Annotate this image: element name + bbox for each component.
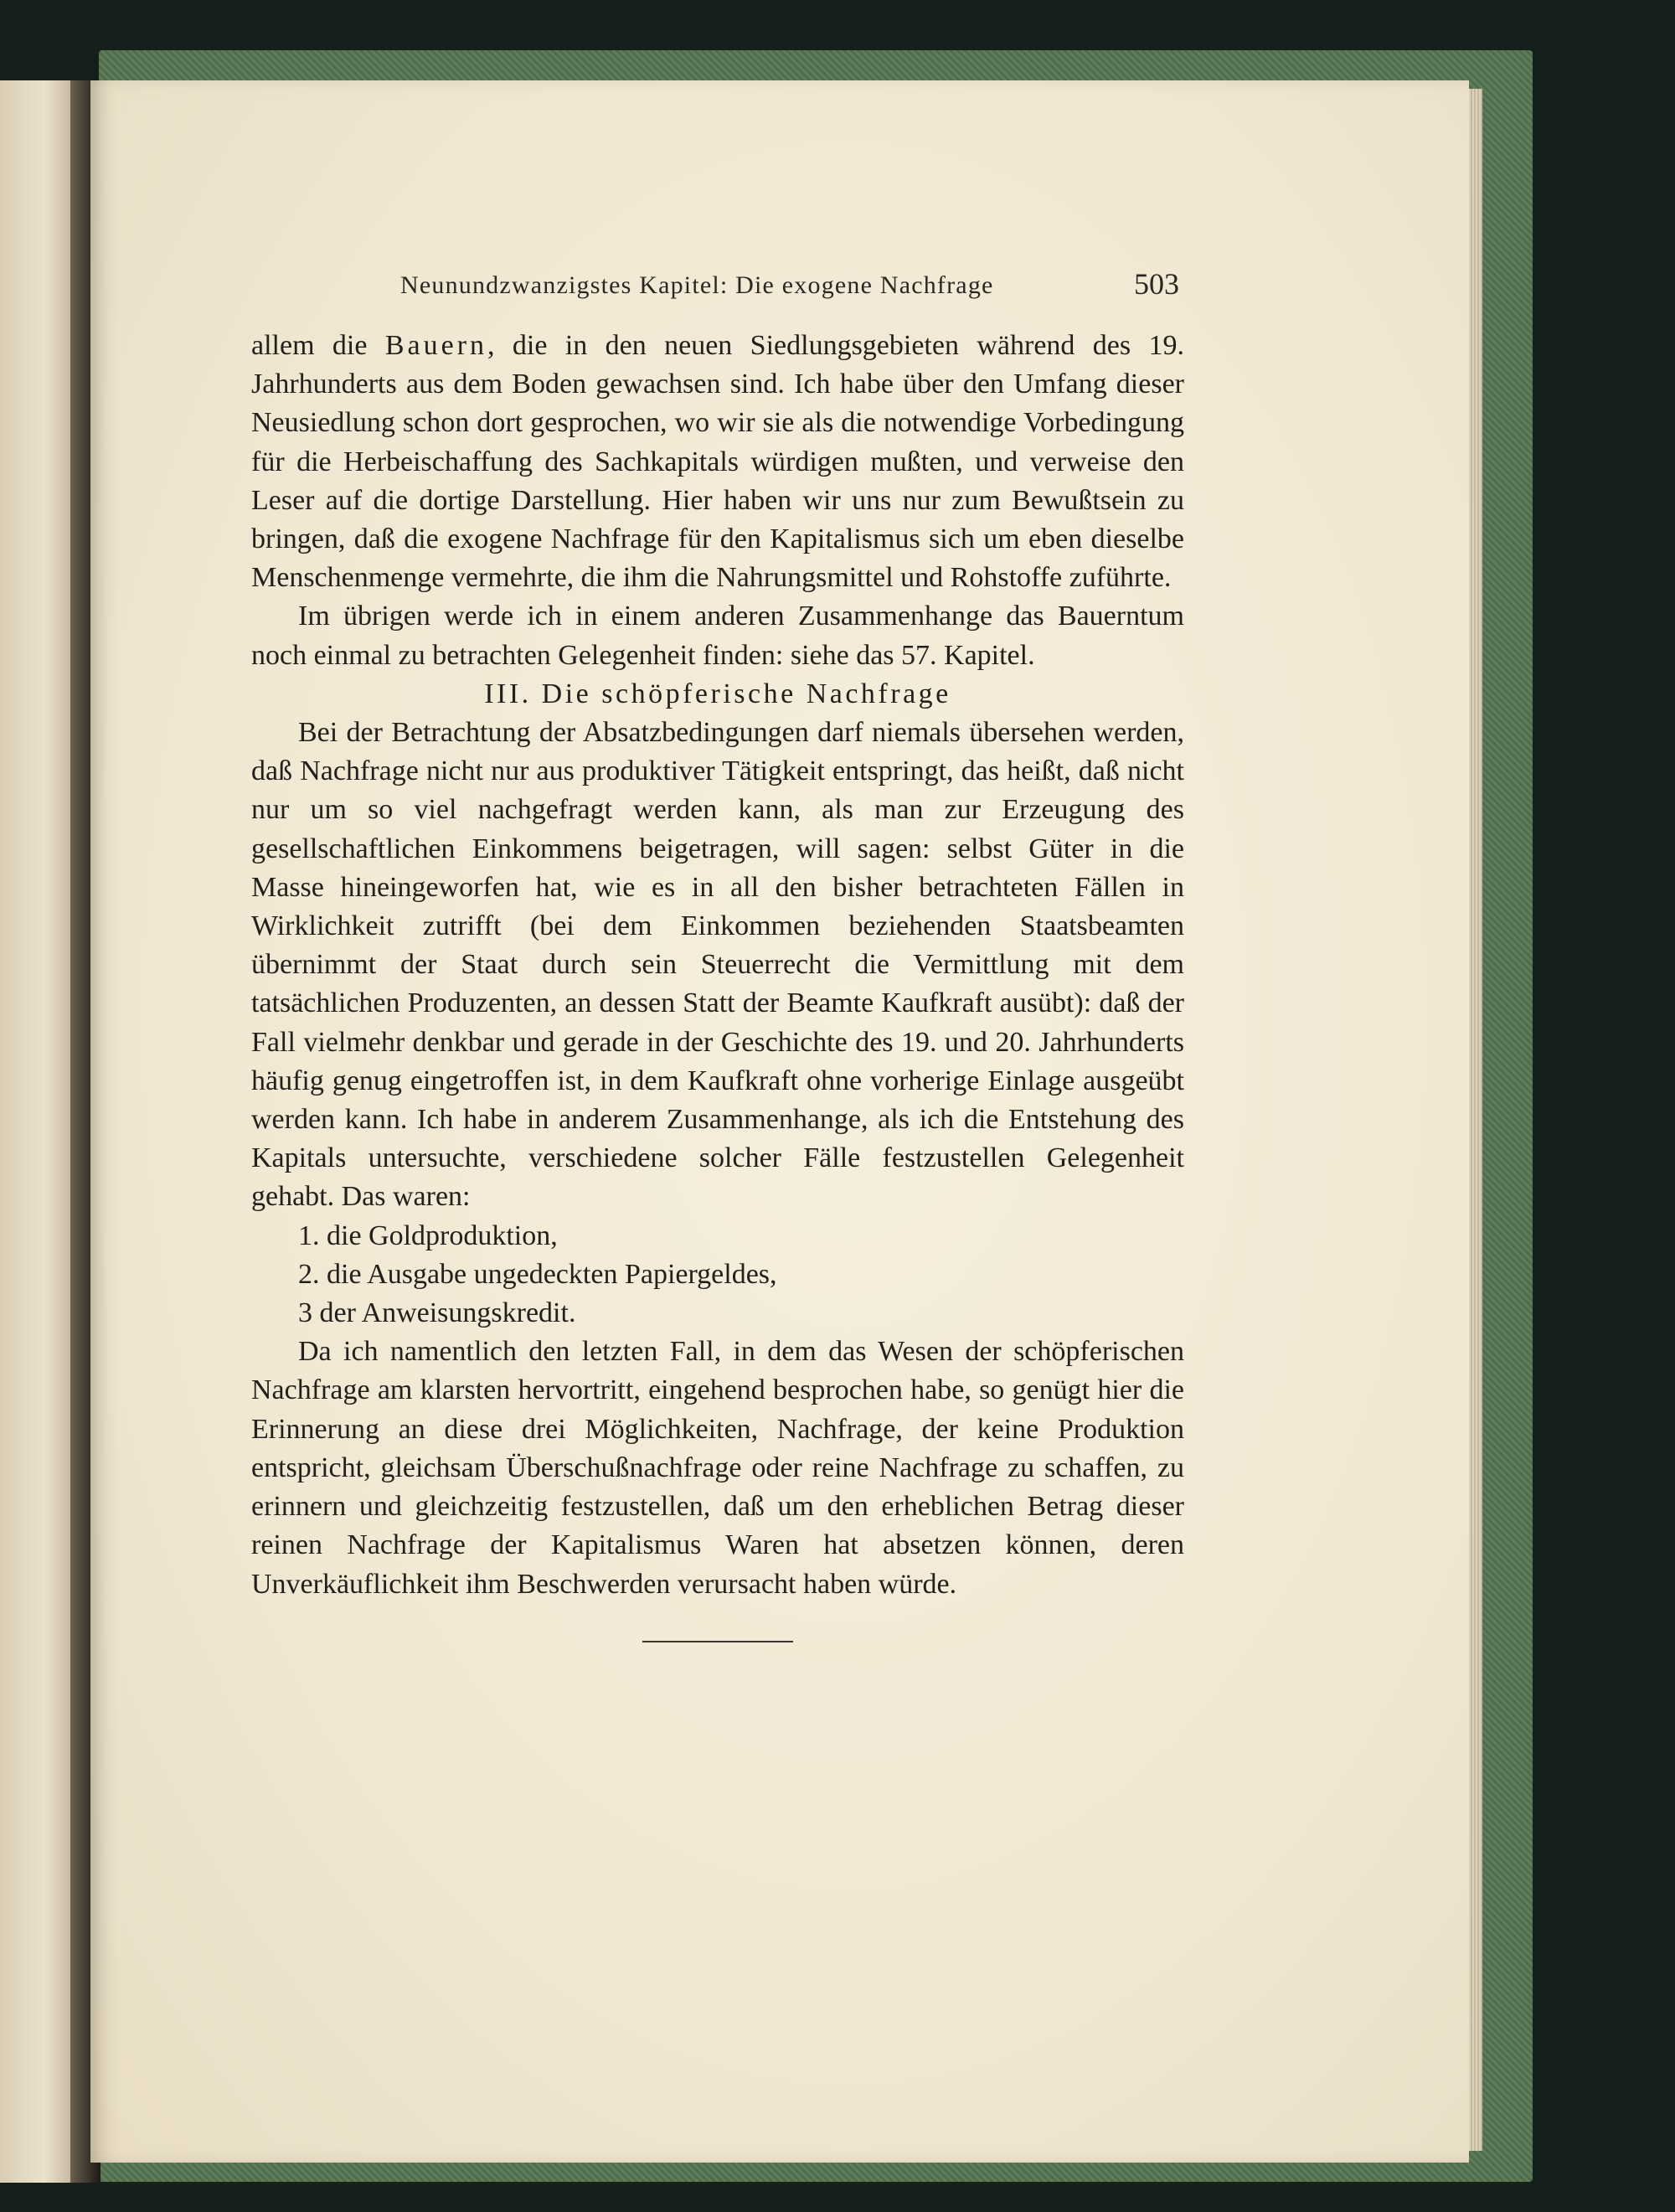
page-number: 503 [1134,267,1179,301]
running-head: Neunundzwanzigstes Kapitel: Die exogene Nachfrage [400,271,994,299]
paragraph-1 [251,327,1184,597]
list-item: 2. die Ausgabe ungedeckten Papiergeldes, [298,1258,777,1290]
paragraph-1-lead: allem die [251,330,385,361]
section-end-rule [642,1641,793,1642]
page-header [308,266,1179,308]
list-item: 1. die Goldproduktion, [298,1219,558,1251]
spaced-word-bauern: Bauern [384,330,488,361]
list-item: 3 der Anweisungskredit. [298,1297,576,1329]
paragraph-3: Bei der Betrachtung der Absatzbedingungen darf niemals übersehen werden, daß Nachfrage nicht nur aus produktiver Tätigkeit entspringt, das heißt, daß nicht nur um so viel nachgefragt werden kann, als man zur Erzeugung des gesellschaftlichen Einkommens beigetragen, will sagen: selbst Güter in die Masse hineingeworfen hat, wie es in all den bisher betrachteten Fällen in Wirklichkeit zutrifft (bei dem Einkommen beziehenden Staatsbeamten übernimmt der Staat durch sein Steuerrecht die Vermittlung mit dem tatsächlichen Produzenten, an dessen Statt der Beamte Kaufkraft ausübt): daß der Fall vielmehr denkbar und gerade in der Geschichte des 19. und 20. Jahrhunderts häufig genug eingetroffen ist, in dem Kaufkraft ohne vorherige Einlage ausgeübt werden kann. Ich habe in anderem Zusammenhange, als ich die Entstehung des Kapitals untersuchte, verschiedene solcher Fälle festzustellen Gelegenheit gehabt. Das waren: [251,717,1184,1213]
paragraph-1-rest: , die in den neuen Siedlungsgebieten während des 19. Jahrhunderts aus dem Boden gewachsen sind. Ich habe über den Umfang dieser Neusiedlung schon dort gesprochen, wo wir sie als die notwendige Vorbedingung für die Herbeischaffung des Sachkapitals würdigen mußten, und verweise den Leser auf die dortige Darstellung. Hier haben wir uns nur zum Bewußtsein zu bringen, daß die exogene Nachfrage für den Kapitalismus sich um eben dieselbe Menschenmenge vermehrte, die ihm die Nahrungsmittel und Rohstoffe zuführte. [251,330,1184,594]
left-page-edge [0,80,80,2183]
paragraph-4: Da ich namentlich den letzten Fall, in dem das Wesen der schöpferischen Nachfrage am klarsten hervortritt, eingehend besprochen habe, so genügt hier die Erinnerung an diese drei Möglichkeiten, Nachfrage, der keine Produktion entspricht, gleichsam Überschußnachfrage oder reine Nachfrage zu schaffen, zu erinnern und gleichzeitig festzustellen, daß um den erheblichen Betrag dieser reinen Nachfrage der Kapitalismus Waren hat absetzen können, deren Unverkäuflichkeit ihm Beschwerden verursacht haben würde. [251,1336,1184,1600]
section-heading: III. Die schöpferische Nachfrage [484,678,951,709]
paragraph-2: Im übrigen werde ich in einem anderen Zusammenhange das Bauerntum noch einmal zu betrachten Gelegenheit finden: siehe das 57. Kapitel. [251,601,1184,671]
body-text [251,327,1184,1642]
